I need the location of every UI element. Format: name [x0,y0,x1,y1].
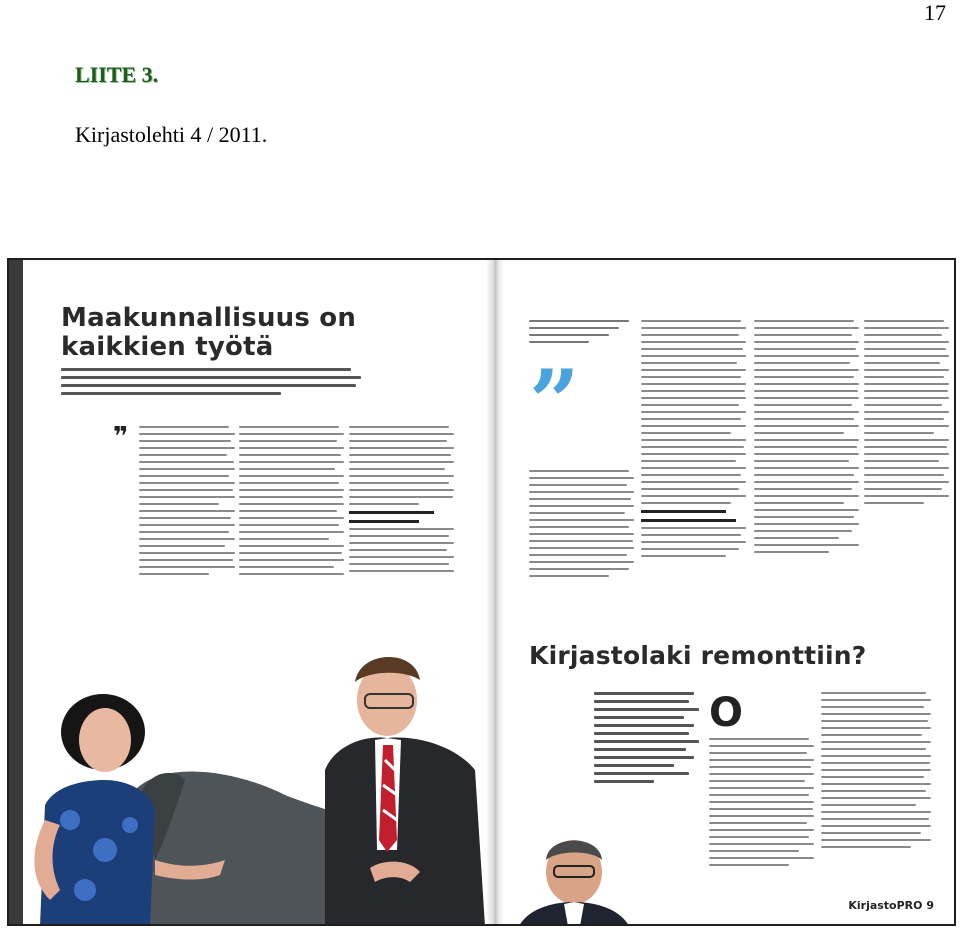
right-column-3 [754,320,859,558]
left-column-3 [349,426,454,577]
left-column-2 [239,426,344,580]
blue-quote-icon: ” [529,350,580,454]
quote-mark-icon: ❞ [113,422,129,452]
page-number: 17 [924,0,946,25]
left-column-1 [139,426,235,580]
source-line: Kirjastolehti 4 / 2011. [75,122,268,147]
right-bottom-column-2 [821,692,931,853]
people-with-statue-photo [25,620,487,926]
appendix-title: LIITE 3. [75,62,159,87]
magazine-footer: KirjastoPRO 9 [848,899,934,912]
magazine-scan [7,258,956,926]
man-portrait-photo [514,820,634,926]
right-bottom-column-1 [709,738,814,871]
left-headline: Maakunnallisuus on kaikkien työtä [61,303,357,362]
pull-quote-text [529,320,639,348]
right-column-2 [641,320,746,562]
right-intro-text [594,692,699,788]
right-headline: Kirjastolaki remonttiin? [529,641,867,670]
scan-edge [9,260,23,924]
right-column-1 [529,470,634,582]
left-lead-text [61,368,361,400]
right-column-4 [864,320,949,509]
page-gutter [486,260,504,924]
drop-cap: O [709,690,744,736]
